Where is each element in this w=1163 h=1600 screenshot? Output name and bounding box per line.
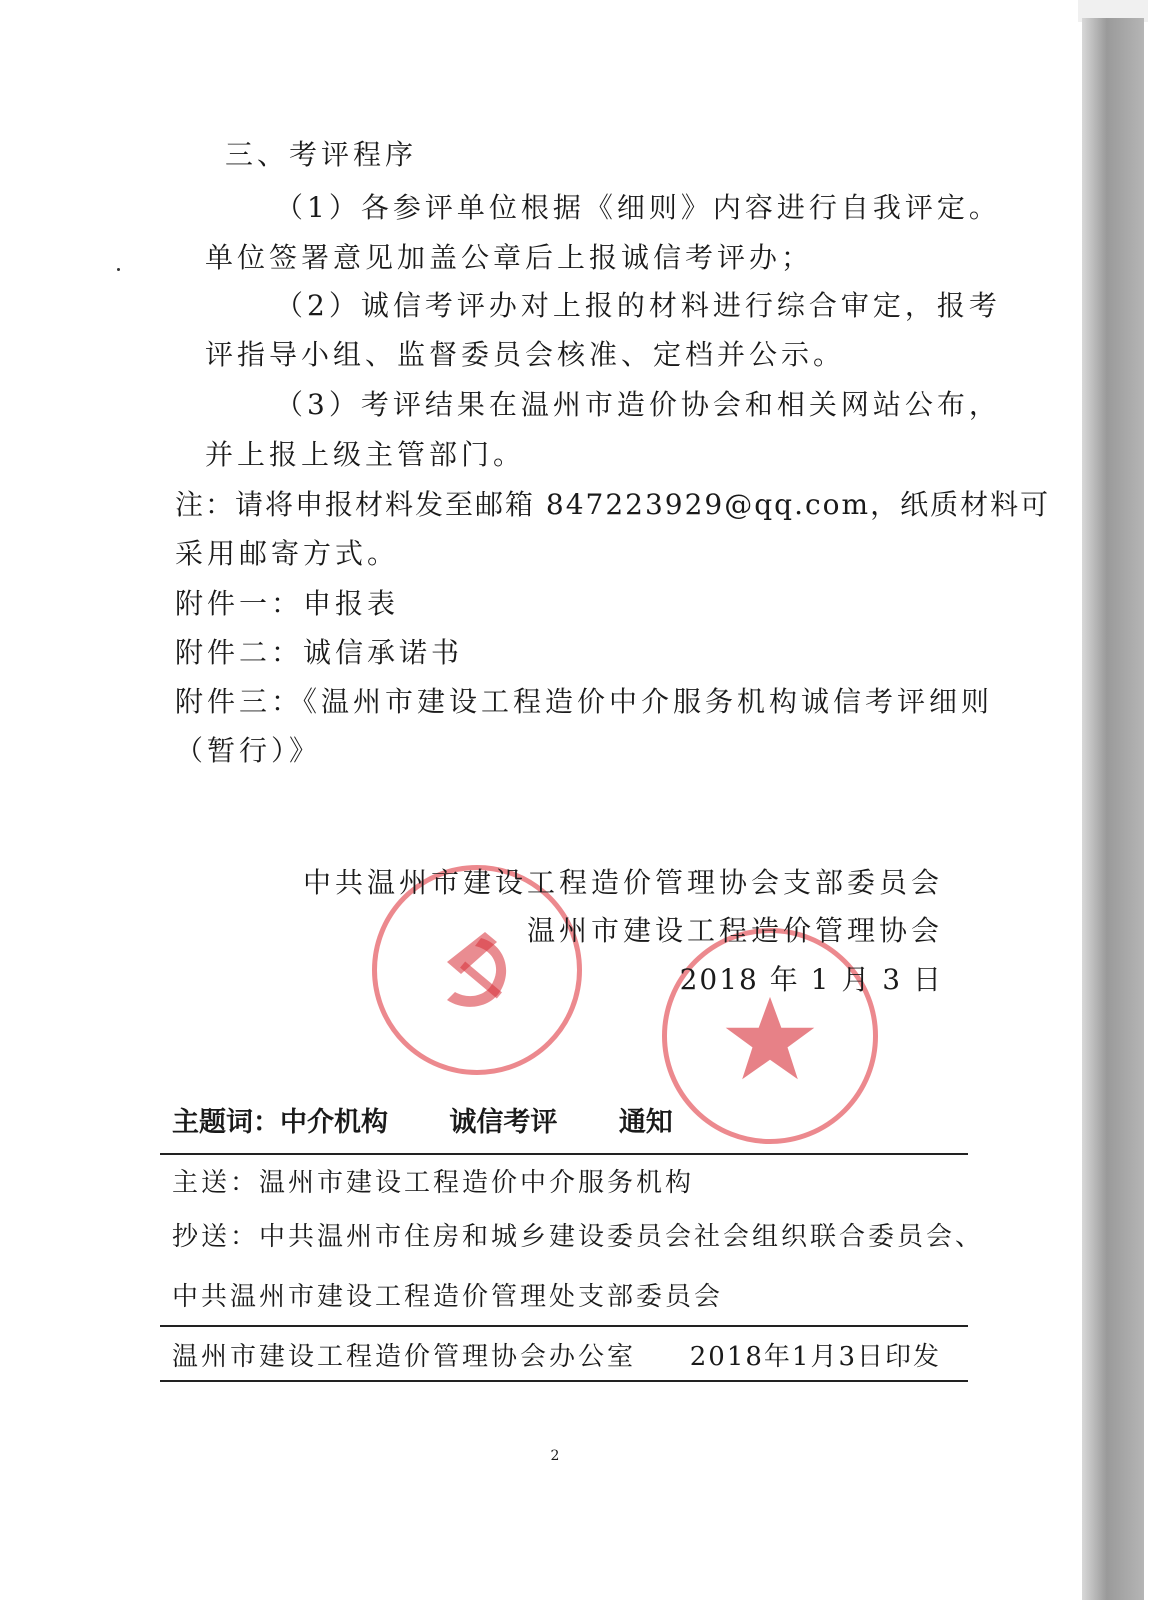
divider-top [160,1153,968,1155]
section-heading: 三、考评程序 [225,138,418,171]
issue-date: 2018年1月3日印发 [689,1342,941,1372]
signature-date: 2018 年 1 月 3 日 [679,963,943,996]
divider-bottom [160,1380,968,1382]
divider-middle [160,1325,968,1327]
page-number: 2 [550,1448,560,1464]
subject-keywords [172,1105,725,1141]
issuing-office: 温州市建设工程造价管理协会办公室 [172,1342,637,1372]
attachment-3-line1: 附件三：《温州市建设工程造价中介服务机构诚信考评细则 [175,685,994,718]
scan-edge [1082,18,1144,1600]
step2-line1: （2）诚信考评办对上报的材料进行综合审定，报考 [275,289,1001,322]
attachment-2: 附件二：诚信承诺书 [175,636,464,669]
attachment-3-line2: （暂行）》 [175,734,322,767]
cc-line2: 中共温州市建设工程造价管理处支部委员会 [172,1282,724,1312]
send-to: 主送：温州市建设工程造价中介服务机构 [172,1168,695,1198]
step1-line2: 单位签署意见加盖公章后上报诚信考评办； [205,241,814,274]
step3-line2: 并上报上级主管部门。 [205,438,526,471]
signature-org1: 中共温州市建设工程造价管理协会支部委员会 [302,866,943,899]
keyword-2: 诚信考评 [449,1107,558,1138]
note-line1: 注：请将申报材料发至邮箱 847223929@qq.com，纸质材料可 [175,488,1051,521]
keywords-label: 主题词：中介机构 [172,1107,388,1138]
scan-speck [117,268,120,271]
keyword-3: 通知 [618,1107,673,1138]
step1-line1: （1）各参评单位根据《细则》内容进行自我评定。 [275,191,1001,224]
note-line2: 采用邮寄方式。 [175,537,400,570]
step3-line1: （3）考评结果在温州市造价协会和相关网站公布， [275,388,1001,421]
step2-line2: 评指导小组、监督委员会核准、定档并公示。 [205,338,846,371]
attachment-1: 附件一：申报表 [175,587,400,620]
cc-line1: 抄送：中共温州市住房和城乡建设委员会社会组织联合委员会、 [172,1222,985,1252]
signature-org2: 温州市建设工程造价管理协会 [526,914,943,947]
